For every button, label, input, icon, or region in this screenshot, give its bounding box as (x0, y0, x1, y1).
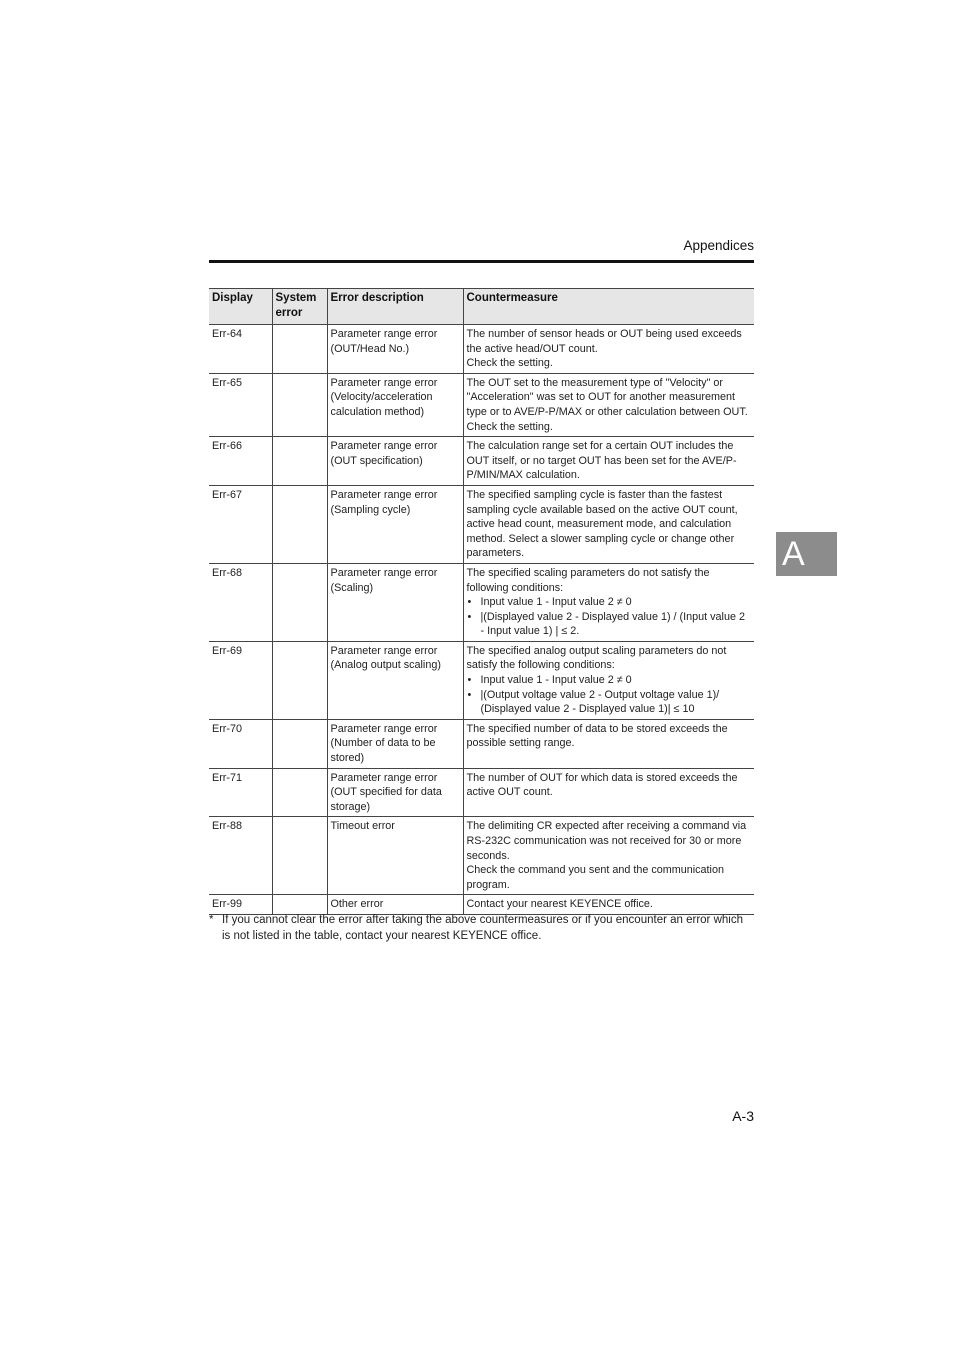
table-row (209, 719, 754, 768)
column-header-display: Display (209, 289, 272, 325)
header-rule (209, 260, 754, 263)
display-code-cell: Err-68 (209, 563, 272, 641)
table-row (209, 437, 754, 486)
system-error-cell (272, 325, 327, 374)
countermeasure-text: The specified analog output scaling parameters do not satisfy the following conditions: (466, 644, 727, 672)
display-code-cell: Err-70 (209, 719, 272, 768)
countermeasure-text: Contact your nearest KEYENCE office. (466, 898, 653, 911)
system-error-cell (272, 563, 327, 641)
error-description-cell: Parameter range error (OUT specification) (327, 437, 463, 486)
column-header-countermeasure: Countermeasure (463, 289, 754, 325)
error-code-table (209, 288, 754, 915)
display-code-cell: Err-99 (209, 895, 272, 915)
system-error-cell (272, 437, 327, 486)
display-code-cell: Err-71 (209, 768, 272, 817)
table-row (209, 373, 754, 436)
countermeasure-text: The calculation range set for a certain OUT includes the OUT itself, or no target OUT has been set for the AVE/P-P/MIN/MAX calculation. (466, 440, 737, 482)
display-code-cell: Err-66 (209, 437, 272, 486)
countermeasure-cell (463, 437, 754, 486)
system-error-cell (272, 768, 327, 817)
column-header-error-description: Error description (327, 289, 463, 325)
condition-item: • Input value 1 - Input value 2 ≠ 0 (467, 595, 752, 610)
error-description-cell: Parameter range error (Number of data to be stored) (327, 719, 463, 768)
countermeasure-text: Check the command you sent and the communication program. (466, 864, 724, 891)
table-row (209, 768, 754, 817)
system-error-cell (272, 641, 327, 719)
countermeasure-text: The delimiting CR expected after receiving a command via RS-232C communication was not received for 30 or more seconds. (466, 820, 747, 862)
error-description-cell: Other error (327, 895, 463, 915)
countermeasure-cell (463, 768, 754, 817)
countermeasure-text: The specified scaling parameters do not satisfy the following conditions: (466, 566, 710, 594)
system-error-cell (272, 719, 327, 768)
display-code-cell: Err-65 (209, 373, 272, 436)
table-header-row (209, 289, 754, 325)
countermeasure-text: Check the setting. (466, 420, 553, 433)
error-description-cell: Parameter range error (Sampling cycle) (327, 485, 463, 563)
footnote-mark: * (209, 914, 214, 926)
error-description-cell: Parameter range error (Analog output scaling) (327, 641, 463, 719)
display-code-cell: Err-88 (209, 817, 272, 895)
section-title: Appendices (683, 238, 754, 253)
error-description-cell: Parameter range error (OUT specified for data storage) (327, 768, 463, 817)
system-error-cell (272, 373, 327, 436)
side-tab-letter: A (782, 535, 805, 573)
countermeasure-cell (463, 325, 754, 374)
page-number: A-3 (732, 1108, 754, 1124)
countermeasure-cell (463, 563, 754, 641)
countermeasure-text: Check the setting. (466, 357, 553, 370)
table-row (209, 485, 754, 563)
countermeasure-text: The number of OUT for which data is stored exceeds the active OUT count. (466, 771, 738, 799)
countermeasure-cell (463, 373, 754, 436)
display-code-cell: Err-64 (209, 325, 272, 374)
error-description-cell: Parameter range error (Scaling) (327, 563, 463, 641)
appendix-side-tab (776, 532, 837, 576)
countermeasure-text: The specified sampling cycle is faster than the fastest sampling cycle available based on the active OUT count, active head count, measurement mode, and calculation method. Select a slower sampling cycle or change other parameters. (466, 488, 738, 560)
countermeasure-text: The OUT set to the measurement type of "Velocity" or "Acceleration" was set to OUT for another measurement type or to AVE/P-P/MAX or other calculation between OUT. (466, 376, 748, 418)
footnote (209, 912, 754, 944)
countermeasure-cell (463, 485, 754, 563)
countermeasure-text: The number of sensor heads or OUT being used exceeds the active head/OUT count. (466, 328, 742, 355)
table-row (209, 817, 754, 895)
error-description-cell: Parameter range error (OUT/Head No.) (327, 325, 463, 374)
column-header-system-error: System error (272, 289, 327, 325)
system-error-cell (272, 817, 327, 895)
condition-list (467, 595, 752, 639)
condition-list (467, 673, 752, 717)
error-description-cell: Parameter range error (Velocity/acceleration calculation method) (327, 373, 463, 436)
footnote-text: If you cannot clear the error after taking the above countermeasures or if you encounter an error which is not listed in the table, contact your nearest KEYENCE office. (222, 914, 743, 942)
condition-item: • Input value 1 - Input value 2 ≠ 0 (467, 673, 752, 688)
table-row (209, 563, 754, 641)
condition-item: • |(Displayed value 2 - Displayed value 1) / (Input value 2 - Input value 1) | ≤ 2. (467, 610, 752, 639)
display-code-cell: Err-69 (209, 641, 272, 719)
countermeasure-cell (463, 641, 754, 719)
table-row (209, 325, 754, 374)
countermeasure-cell (463, 817, 754, 895)
system-error-cell (272, 485, 327, 563)
countermeasure-text: The specified number of data to be stored exceeds the possible setting range. (466, 722, 728, 750)
display-code-cell: Err-67 (209, 485, 272, 563)
error-description-cell: Timeout error (327, 817, 463, 895)
condition-item: • |(Output voltage value 2 - Output voltage value 1)/ (Displayed value 2 - Displayed value 1)| ≤ 10 (467, 688, 752, 717)
countermeasure-cell (463, 719, 754, 768)
table-row (209, 641, 754, 719)
